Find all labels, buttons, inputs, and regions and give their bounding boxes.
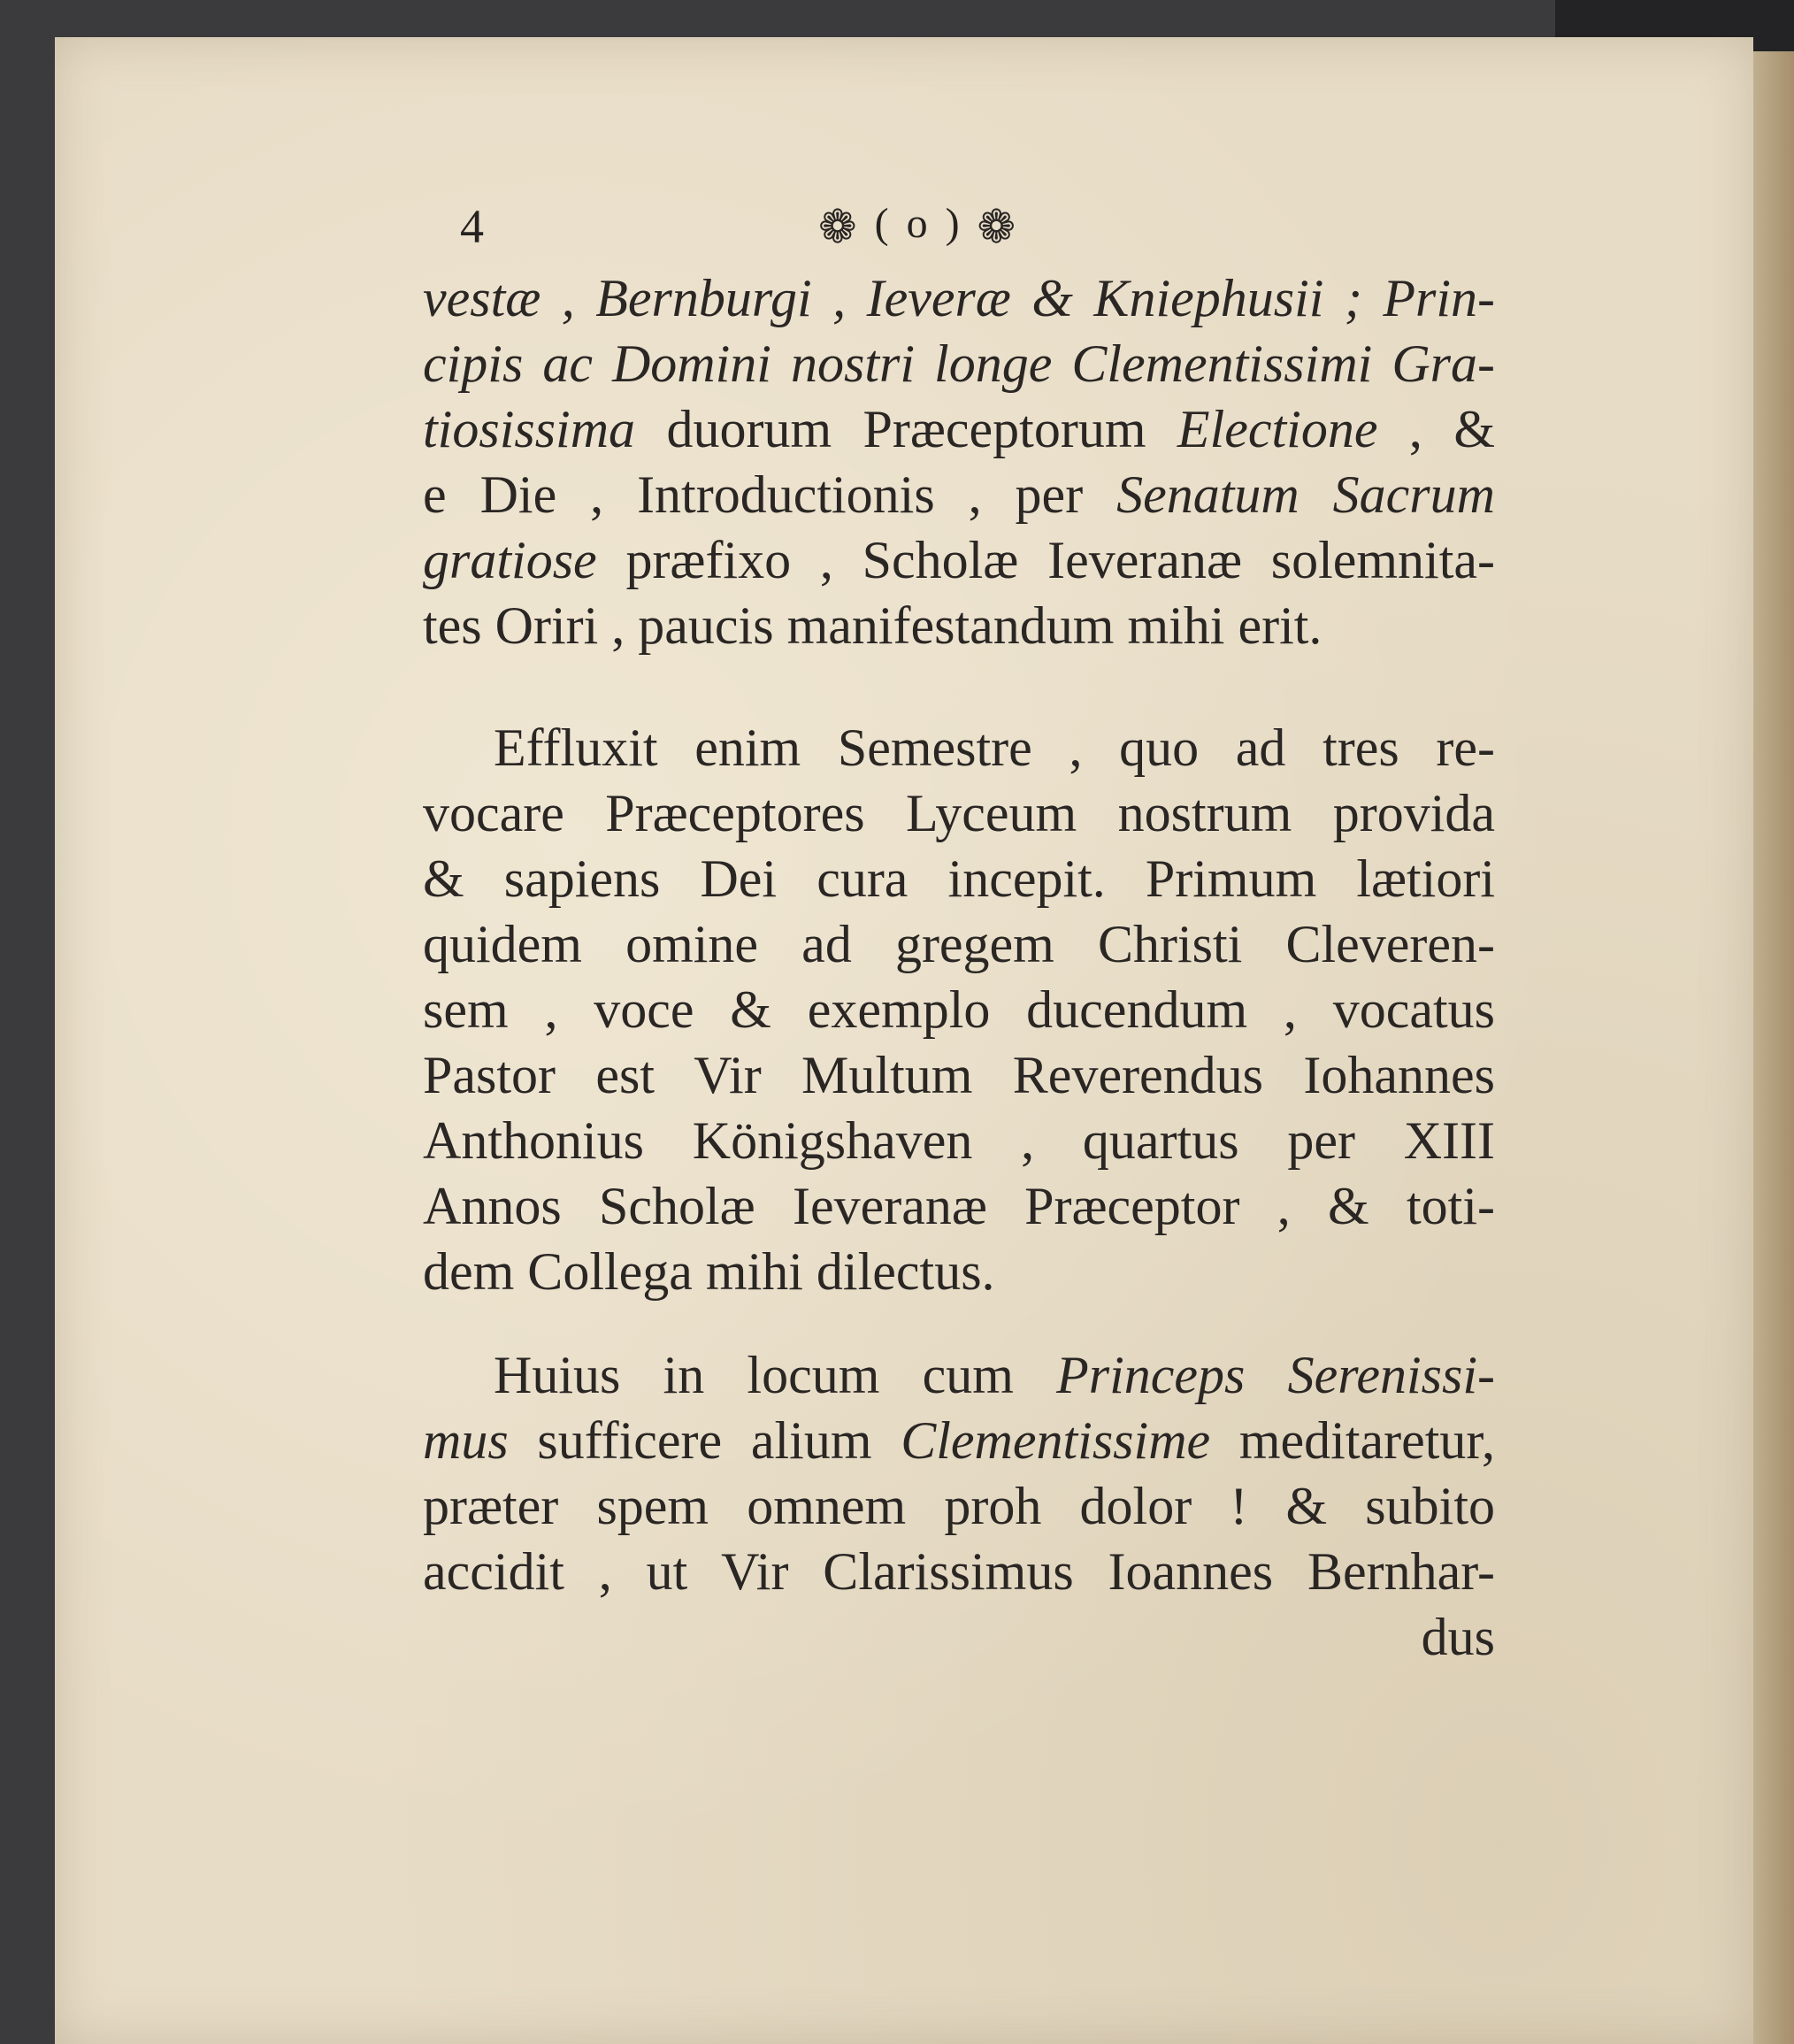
running-head: [818, 199, 1019, 254]
text-line: dem Collega mihi dilectus.: [423, 1242, 995, 1301]
roman-text: Huius in locum cum: [494, 1346, 1057, 1404]
italic-text: cipis ac Domini nostri longe Clementissimi Gra-: [423, 334, 1495, 393]
roman-text: , &: [1377, 400, 1495, 458]
text-line: vocare Præceptores Lyceum nostrum provida: [423, 784, 1495, 842]
page-header: [460, 199, 1495, 261]
italic-text: Clementissime: [901, 1411, 1211, 1470]
roman-text: duorum Præceptorum: [635, 400, 1177, 458]
italic-text: tiosissima: [423, 400, 636, 458]
text-line: [423, 462, 1495, 527]
text-line: [423, 1408, 1495, 1473]
text-line: Effluxit enim Semestre , quo ad tres re-: [494, 718, 1495, 777]
text-line: & sapiens Dei cura incepit. Primum lætiori: [423, 849, 1495, 908]
paragraph-1: [423, 265, 1495, 658]
roman-text: e Die , Introductionis , per: [423, 465, 1117, 524]
text-line: [423, 1539, 1495, 1604]
rosette-icon: ❁: [818, 202, 861, 253]
italic-text: vestæ , Bernburgi , Ieveræ & Kniephusii ; Prin-: [423, 269, 1495, 327]
running-head-text: ( o ): [874, 200, 963, 247]
italic-text: mus: [423, 1411, 509, 1470]
page-number: 4: [460, 200, 484, 253]
text-line: quidem omine ad gregem Christi Cleveren-: [423, 915, 1495, 973]
rosette-icon: ❁: [977, 202, 1020, 253]
italic-text: Princeps Serenissi-: [1056, 1346, 1495, 1404]
roman-text: tes Oriri , paucis manifestandum mihi erit.: [423, 596, 1322, 655]
italic-text: Senatum Sacrum: [1116, 465, 1495, 524]
catchword: [423, 1604, 1495, 1670]
text-line: [423, 396, 1495, 462]
text-line: [423, 331, 1495, 396]
text-line: [423, 527, 1495, 593]
paragraph-2: [423, 715, 1495, 1304]
italic-text: Electione: [1177, 400, 1378, 458]
roman-text: præter spem omnem proh dolor ! & subito: [423, 1477, 1495, 1535]
roman-text: dus: [1421, 1608, 1495, 1666]
italic-text: gratiose: [423, 531, 597, 589]
text-line: [423, 1473, 1495, 1539]
roman-text: præfixo , Scholæ Ieveranæ solemnita-: [596, 531, 1495, 589]
roman-text: meditaretur,: [1210, 1411, 1495, 1470]
text-line: [423, 265, 1495, 331]
roman-text: accidit , ut Vir Clarissimus Ioannes Bernhar-: [423, 1542, 1495, 1601]
text-line: [423, 593, 1495, 658]
text-line: Anthonius Königshaven , quartus per XIII: [423, 1111, 1495, 1170]
roman-text: sufficere alium: [508, 1411, 901, 1470]
text-line: [423, 1342, 1495, 1408]
text-line: sem , voce & exemplo ducendum , vocatus: [423, 980, 1495, 1039]
paragraph-3: [423, 1342, 1495, 1670]
text-line: Pastor est Vir Multum Reverendus Iohannes: [423, 1046, 1495, 1104]
text-line: Annos Scholæ Ieveranæ Præceptor , & toti-: [423, 1177, 1495, 1235]
